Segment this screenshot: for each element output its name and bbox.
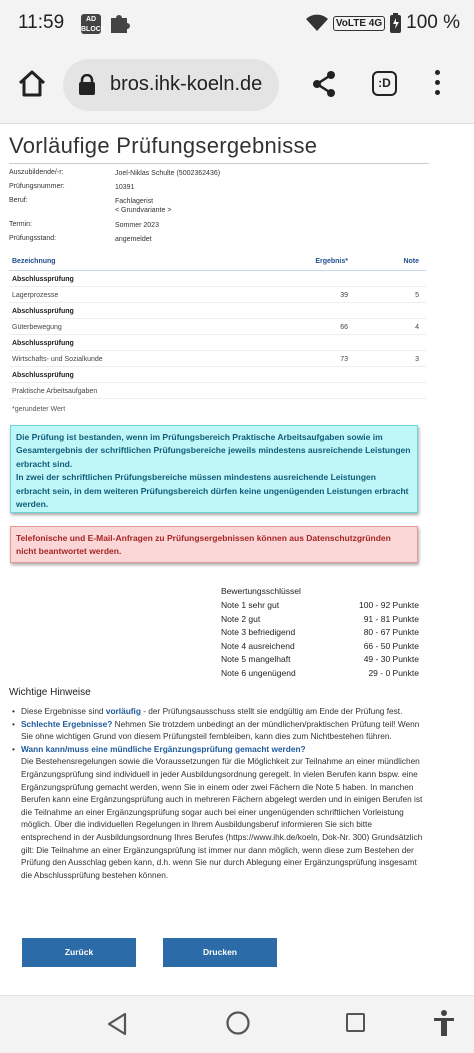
info-value: angemeldet bbox=[115, 236, 152, 243]
subject-name: Wirtschafts- und Sozialkunde bbox=[12, 356, 103, 363]
browser-toolbar bbox=[0, 48, 474, 124]
status-time: 11:59 bbox=[18, 12, 65, 33]
info-value: Sommer 2023 bbox=[115, 222, 159, 229]
battery-level: 100 % bbox=[406, 12, 460, 33]
grade-label: Note 4 ausreichend bbox=[221, 640, 295, 651]
address-bar[interactable] bbox=[63, 59, 279, 111]
hint-text: Nehmen Sie trotzdem unbedingt an der mündlichen/praktischen Prüfung teil! Wenn Sie ohne wichtigen Grund von diesem Prüfungsteil fernbleiben, kann dies zum Nichtbestehen führen. bbox=[21, 718, 420, 742]
info-value-variant: < Grundvariante > bbox=[115, 207, 172, 214]
grade-points: 66 - 50 Punkte bbox=[363, 640, 419, 651]
grade-label: Note 3 befriedigend bbox=[221, 627, 296, 638]
grading-row bbox=[221, 654, 419, 668]
title-divider bbox=[9, 163, 429, 164]
grading-row bbox=[221, 614, 419, 628]
section-title: Abschlussprüfung bbox=[12, 276, 74, 283]
hint-text: Die Bestehensregelungen sowie die Voraussetzungen für die Möglichkeit zur Teilnahme an einer mündlichen Ergänzungsprüfung sind individuell in jeder Ausbildungsordnung geregelt. In vielen Berufen kann bspw. eine Ergänzungsprüfung gemacht werden, wenn Sie in einem oder zwei Fächern die Note 5 haben. In manchen Berufen kann eine Ergänzungsprüfung auch in mehreren Fächern abgelegt werden und in einigen Berufen ist die Teilnahme an einer Ergänzungsprüfung sogar auch bei einer ungenügenden schriftlichen Vorleistung möglich. Über die individuellen Regelungen in Ihrem Ausbildungsberuf informieren Sie sich bitte entsprechend in der Ausbildungsordnung Ihres Berufes (https://www.ihk.de/koeln, Dok-Nr. 300) Grundsätzlich gilt: Die Teilnahme an einer Ergänzungsprüfung ist immer nur dann möglich, wenn diese zum Bestehen der Prüfung den Ausschlag geben kann, d.h. wenn Sie nur durch Ablegung einer Ergänzungsprüfung insgesamt die Abschlussprüfung bestehen können. bbox=[21, 756, 423, 880]
info-label: Beruf: bbox=[9, 197, 28, 204]
accessibility-icon[interactable] bbox=[432, 1009, 456, 1037]
hint-text: Diese Ergebnisse sind bbox=[21, 706, 106, 716]
header-note: Note bbox=[403, 258, 419, 265]
grade-label: Note 1 sehr gut bbox=[221, 600, 280, 610]
home-circle-icon[interactable] bbox=[226, 1011, 250, 1035]
info-value: 10391 bbox=[115, 184, 135, 191]
results-header bbox=[9, 255, 426, 271]
results-table bbox=[9, 255, 426, 399]
results-footnote: *gerundeter Wert bbox=[12, 406, 66, 413]
grading-scale bbox=[221, 586, 419, 682]
table-row bbox=[9, 335, 426, 351]
info-box-line2: In zwei der schriftlichen Prüfungsbereiche müssen mindestens ausreichende Leistungen erbracht sein, in dem weiteren Prüfungsbereich dürfen keine ungenügenden Leistungen erbracht werden. bbox=[16, 472, 409, 510]
overflow-menu-icon[interactable] bbox=[432, 70, 442, 98]
lock-icon bbox=[79, 74, 95, 95]
table-row bbox=[9, 367, 426, 383]
grading-row bbox=[221, 668, 419, 682]
header-bezeichnung: Bezeichnung bbox=[12, 258, 56, 265]
subject-ergebnis: 39 bbox=[340, 292, 348, 299]
grade-label: Note 5 mangelhaft bbox=[221, 654, 291, 665]
grade-label: Note 6 ungenügend bbox=[221, 667, 296, 678]
table-row bbox=[9, 287, 426, 303]
subject-note: 5 bbox=[415, 292, 419, 299]
page-title: Vorläufige Prüfungsergebnisse bbox=[9, 133, 318, 158]
section-title: Abschlussprüfung bbox=[12, 340, 74, 347]
subject-ergebnis: 73 bbox=[340, 356, 348, 363]
print-button[interactable]: Drucken bbox=[163, 938, 277, 967]
hints-title: Wichtige Hinweise bbox=[9, 687, 91, 698]
list-item bbox=[12, 705, 424, 718]
list-item bbox=[12, 718, 424, 743]
subject-name: Güterbewegung bbox=[12, 324, 62, 331]
hints-list bbox=[12, 705, 424, 881]
tab-switcher-button[interactable]: :D bbox=[372, 71, 397, 96]
home-icon[interactable] bbox=[16, 68, 48, 100]
puzzle-icon bbox=[108, 12, 130, 34]
subject-ergebnis: 66 bbox=[340, 324, 348, 331]
grade-points: 29 - 0 Punkte bbox=[368, 667, 419, 678]
section-title: Abschlussprüfung bbox=[12, 308, 74, 315]
table-row bbox=[9, 303, 426, 319]
info-value: Fachlagerist bbox=[115, 198, 154, 205]
share-icon[interactable] bbox=[311, 70, 337, 98]
back-button[interactable]: Zurück bbox=[22, 938, 136, 967]
hint-link-ergaenzungspruefung[interactable]: Wann kann/muss eine mündliche Ergänzungsprüfung gemacht werden? bbox=[21, 743, 306, 754]
info-box bbox=[10, 425, 418, 513]
table-row bbox=[9, 351, 426, 367]
info-label: Termin: bbox=[9, 221, 32, 228]
subject-note: 3 bbox=[415, 356, 419, 363]
warning-box: Telefonische und E-Mail-Anfragen zu Prüfungsergebnissen können aus Datenschutzgründen nicht beantwortet werden. bbox=[10, 526, 418, 563]
hint-link-vorlaeufig[interactable]: vorläufig bbox=[105, 706, 141, 716]
grading-row bbox=[221, 641, 419, 655]
grade-points: 100 - 92 Punkte bbox=[358, 600, 419, 610]
system-navigation-bar bbox=[0, 995, 474, 1053]
subject-note: 4 bbox=[415, 324, 419, 331]
url-text: bros.ihk-koeln.de bbox=[110, 73, 263, 95]
info-label: Prüfungsstand: bbox=[9, 235, 57, 242]
header-ergebnis: Ergebnis* bbox=[315, 258, 348, 265]
grading-row bbox=[221, 627, 419, 641]
table-row bbox=[9, 319, 426, 335]
hint-text: - der Prüfungsausschuss stellt sie endgültig am Ende der Prüfung fest. bbox=[140, 706, 403, 716]
subject-name: Praktische Arbeitsaufgaben bbox=[12, 388, 98, 395]
wifi-icon bbox=[306, 14, 328, 32]
info-box-line1: Die Prüfung ist bestanden, wenn im Prüfungsbereich Praktische Arbeitsaufgaben sowie im Gesamtergebnis der schriftlichen Prüfungsbereiche jeweils mindestens ausreichende Leistungen erbracht sind. bbox=[16, 432, 411, 469]
battery-icon bbox=[390, 13, 401, 33]
grading-scale-title: Bewertungsschlüssel bbox=[221, 586, 301, 596]
grade-points: 91 - 81 Punkte bbox=[363, 613, 419, 624]
grading-row bbox=[221, 600, 419, 614]
table-row bbox=[9, 383, 426, 399]
subject-name: Lagerprozesse bbox=[12, 292, 59, 299]
back-triangle-icon[interactable] bbox=[106, 1012, 128, 1036]
network-indicator: VoLTE 4G bbox=[333, 16, 385, 31]
grade-points: 49 - 30 Punkte bbox=[363, 654, 419, 665]
adblock-icon: AD BLOCK bbox=[81, 16, 106, 33]
status-bar bbox=[0, 0, 474, 48]
grade-label: Note 2 gut bbox=[221, 613, 261, 624]
recents-square-icon[interactable] bbox=[346, 1013, 365, 1032]
info-label: Prüfungsnummer: bbox=[9, 183, 65, 190]
info-value: Joel-Niklas Schulte (5002362436) bbox=[115, 170, 221, 177]
hint-link-schlechte-ergebnisse[interactable]: Schlechte Ergebnisse? bbox=[21, 718, 113, 729]
info-label: Auszubildende/-r: bbox=[9, 169, 64, 176]
section-title: Abschlussprüfung bbox=[12, 372, 74, 379]
grade-points: 80 - 67 Punkte bbox=[363, 627, 419, 638]
table-row bbox=[9, 271, 426, 287]
list-item bbox=[12, 743, 424, 882]
page-content bbox=[0, 125, 474, 995]
